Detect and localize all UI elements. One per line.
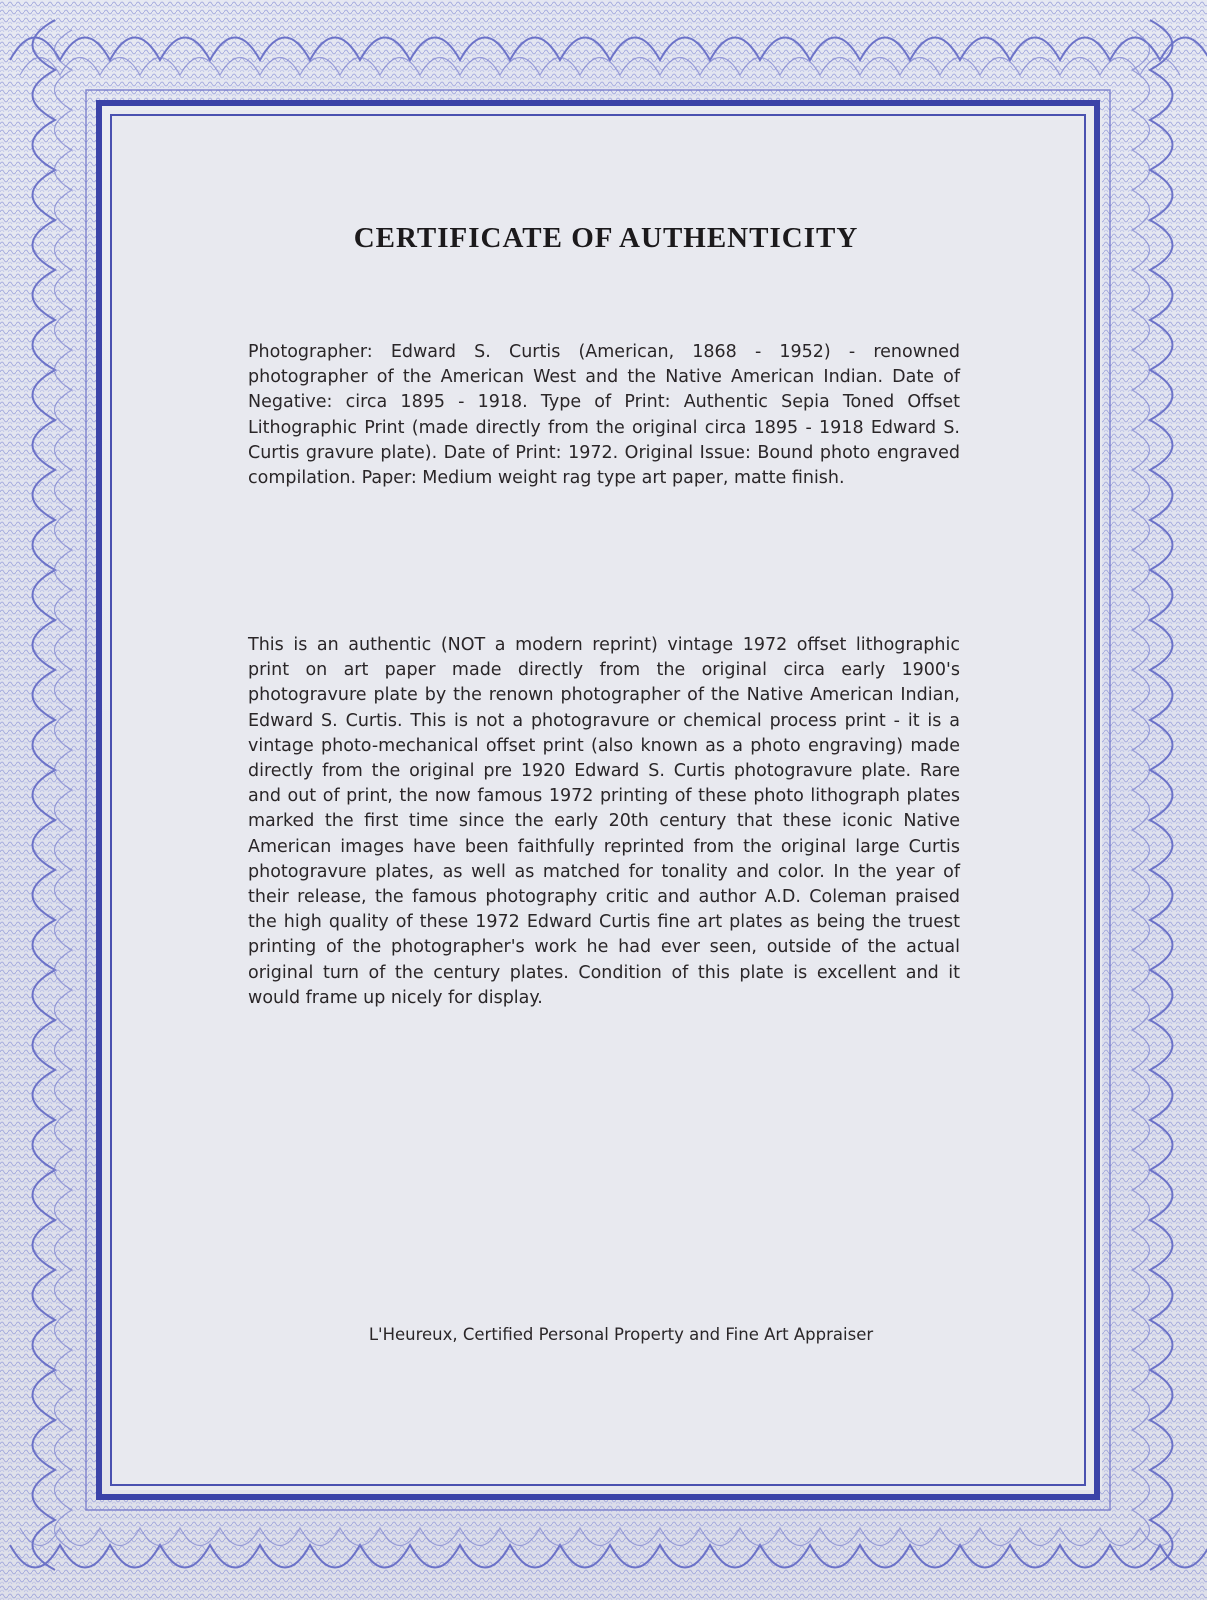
description-paragraph: Photographer: Edward S. Curtis (American, 1868 - 1952) - renowned photographer of the American West and the Native American Indian. Date of Negative: circa 1895 - 1918. Type of Print: Authentic Sepia Toned Offset Lithographic Print (made directly from the original circa 1895 - 1918 Edward S. Curtis gravure plate). Date of Print: 1972. Original Issue: Bound photo engraved compilation. Paper: Medium weight rag type art paper, matte finish. xyxy=(248,342,960,489)
authenticity-paragraph: This is an authentic (NOT a modern reprint) vintage 1972 offset lithographic print on art paper made directly from the original circa early 1900's photogravure plate by the renown photographer of the Native American Indian, Edward S. Curtis. This is not a photogravure or chemical process print - it is a vintage photo-mechanical offset print (also known as a photo engraving) made directly from the original pre 1920 Edward S. Curtis photogravure plate. Rare and out of print, the now famous 1972 printing of these photo lithograph plates marked the first time since the early 20th century that these iconic Native American images have been faithfully reprinted from the original large Curtis photogravure plates, as well as matched for tonality and color. In the year of their release, the famous photography critic and author A.D. Coleman praised the high quality of these 1972 Edward Curtis fine art plates as being the truest printing of the photographer's work he had ever seen, outside of the actual original turn of the century plates. Condition of this plate is excellent and it would frame up nicely for display. xyxy=(248,635,960,1008)
certificate-title: CERTIFICATE OF AUTHENTICITY xyxy=(353,222,859,254)
appraiser-signature-line: L'Heureux, Certified Personal Property and Fine Art Appraiser xyxy=(368,1325,874,1344)
